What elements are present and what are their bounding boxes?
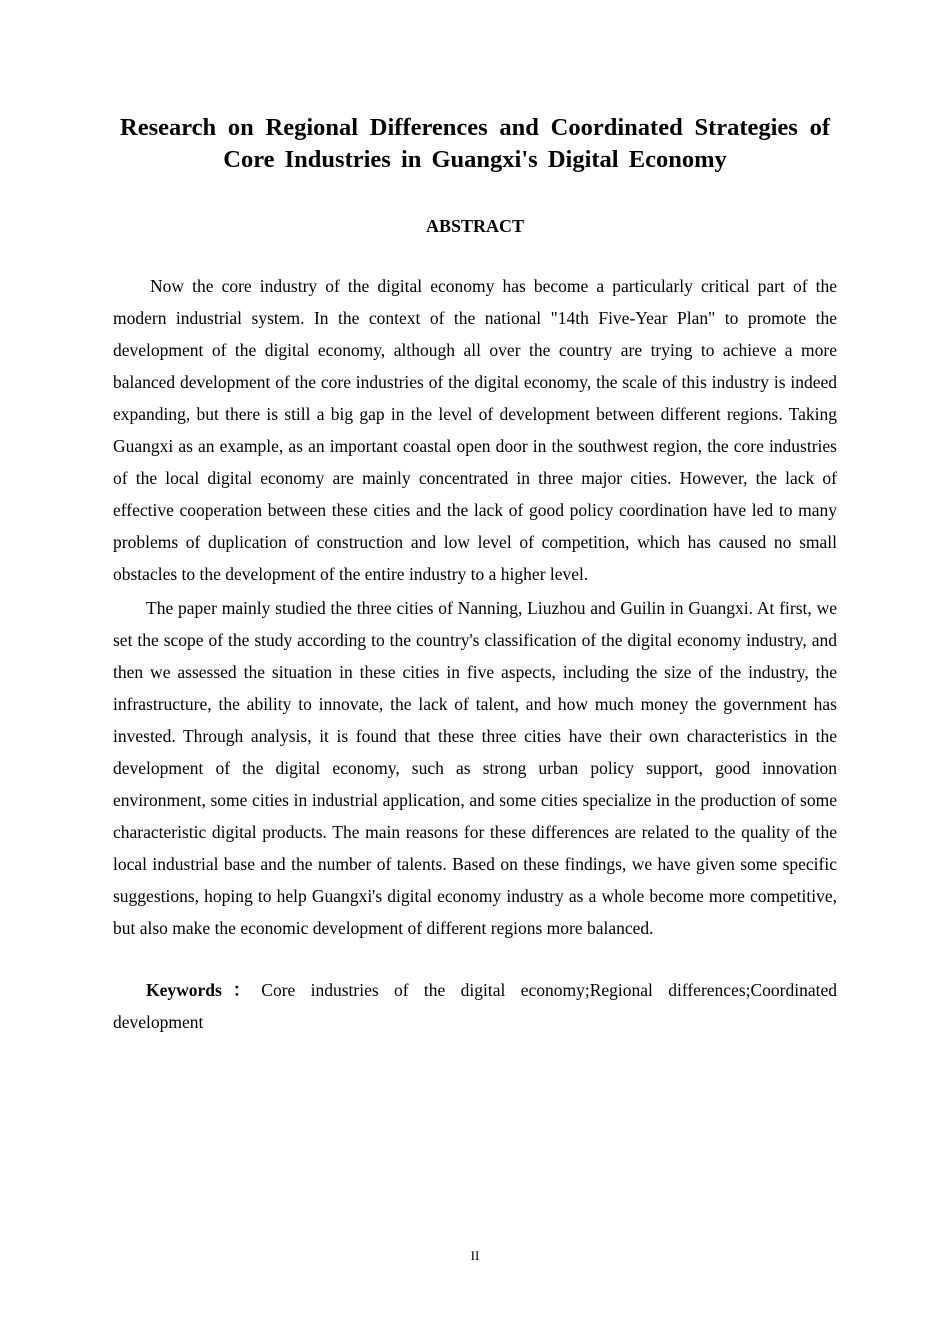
abstract-paragraph-1: Now the core industry of the digital economy has become a particularly critical part of the modern industrial system. In the context of the national "14th Five-Year Plan" to promote the development of the digital economy, although all over the country are trying to achieve a more balanced development of the core industries of the digital economy, the scale of this industry is indeed expanding, but there is still a big gap in the level of development between different regions. Taking Guangxi as an example, as an important coastal open door in the southwest region, the core industries of the local digital economy are mainly concentrated in three major cities. However, the lack of effective cooperation between these cities and the lack of good policy coordination have led to many problems of duplication of construction and low level of competition, which has caused no small obstacles to the development of the entire industry to a higher level.	[113, 276, 837, 584]
abstract-paragraph-2: The paper mainly studied the three cities of Nanning, Liuzhou and Guilin in Guangxi. At first, we set the scope of the study according to the country's classification of the digital economy industry, and then we assessed the situation in these cities in five aspects, including the size of the industry, the infrastructure, the ability to innovate, the lack of talent, and how much money the government has invested. Through analysis, it is found that these three cities have their own characteristics in the development of the digital economy, such as strong urban policy support, good innovation environment, some cities in industrial application, and some cities specialize in the production of some characteristic digital products. The main reasons for these differences are related to the quality of the local industrial base and the number of talents. Based on these findings, we have given some specific suggestions, hoping to help Guangxi's digital economy industry as a whole become more competitive, but also make the economic development of different regions more balanced.	[113, 598, 837, 938]
document-page	[113, 112, 837, 1038]
abstract-heading: ABSTRACT	[425, 216, 525, 236]
keywords-text: Core industries of the digital economy;Regional differences;Coordinated development	[113, 980, 838, 1032]
keywords-line	[113, 974, 837, 1038]
document-title: Research on Regional Differences and Coordinated Strategies of Core Industries in Guangxi's Digital Economy	[120, 114, 830, 173]
keywords-label: Keywords：	[146, 980, 262, 1000]
page-number: II	[470, 1248, 480, 1263]
